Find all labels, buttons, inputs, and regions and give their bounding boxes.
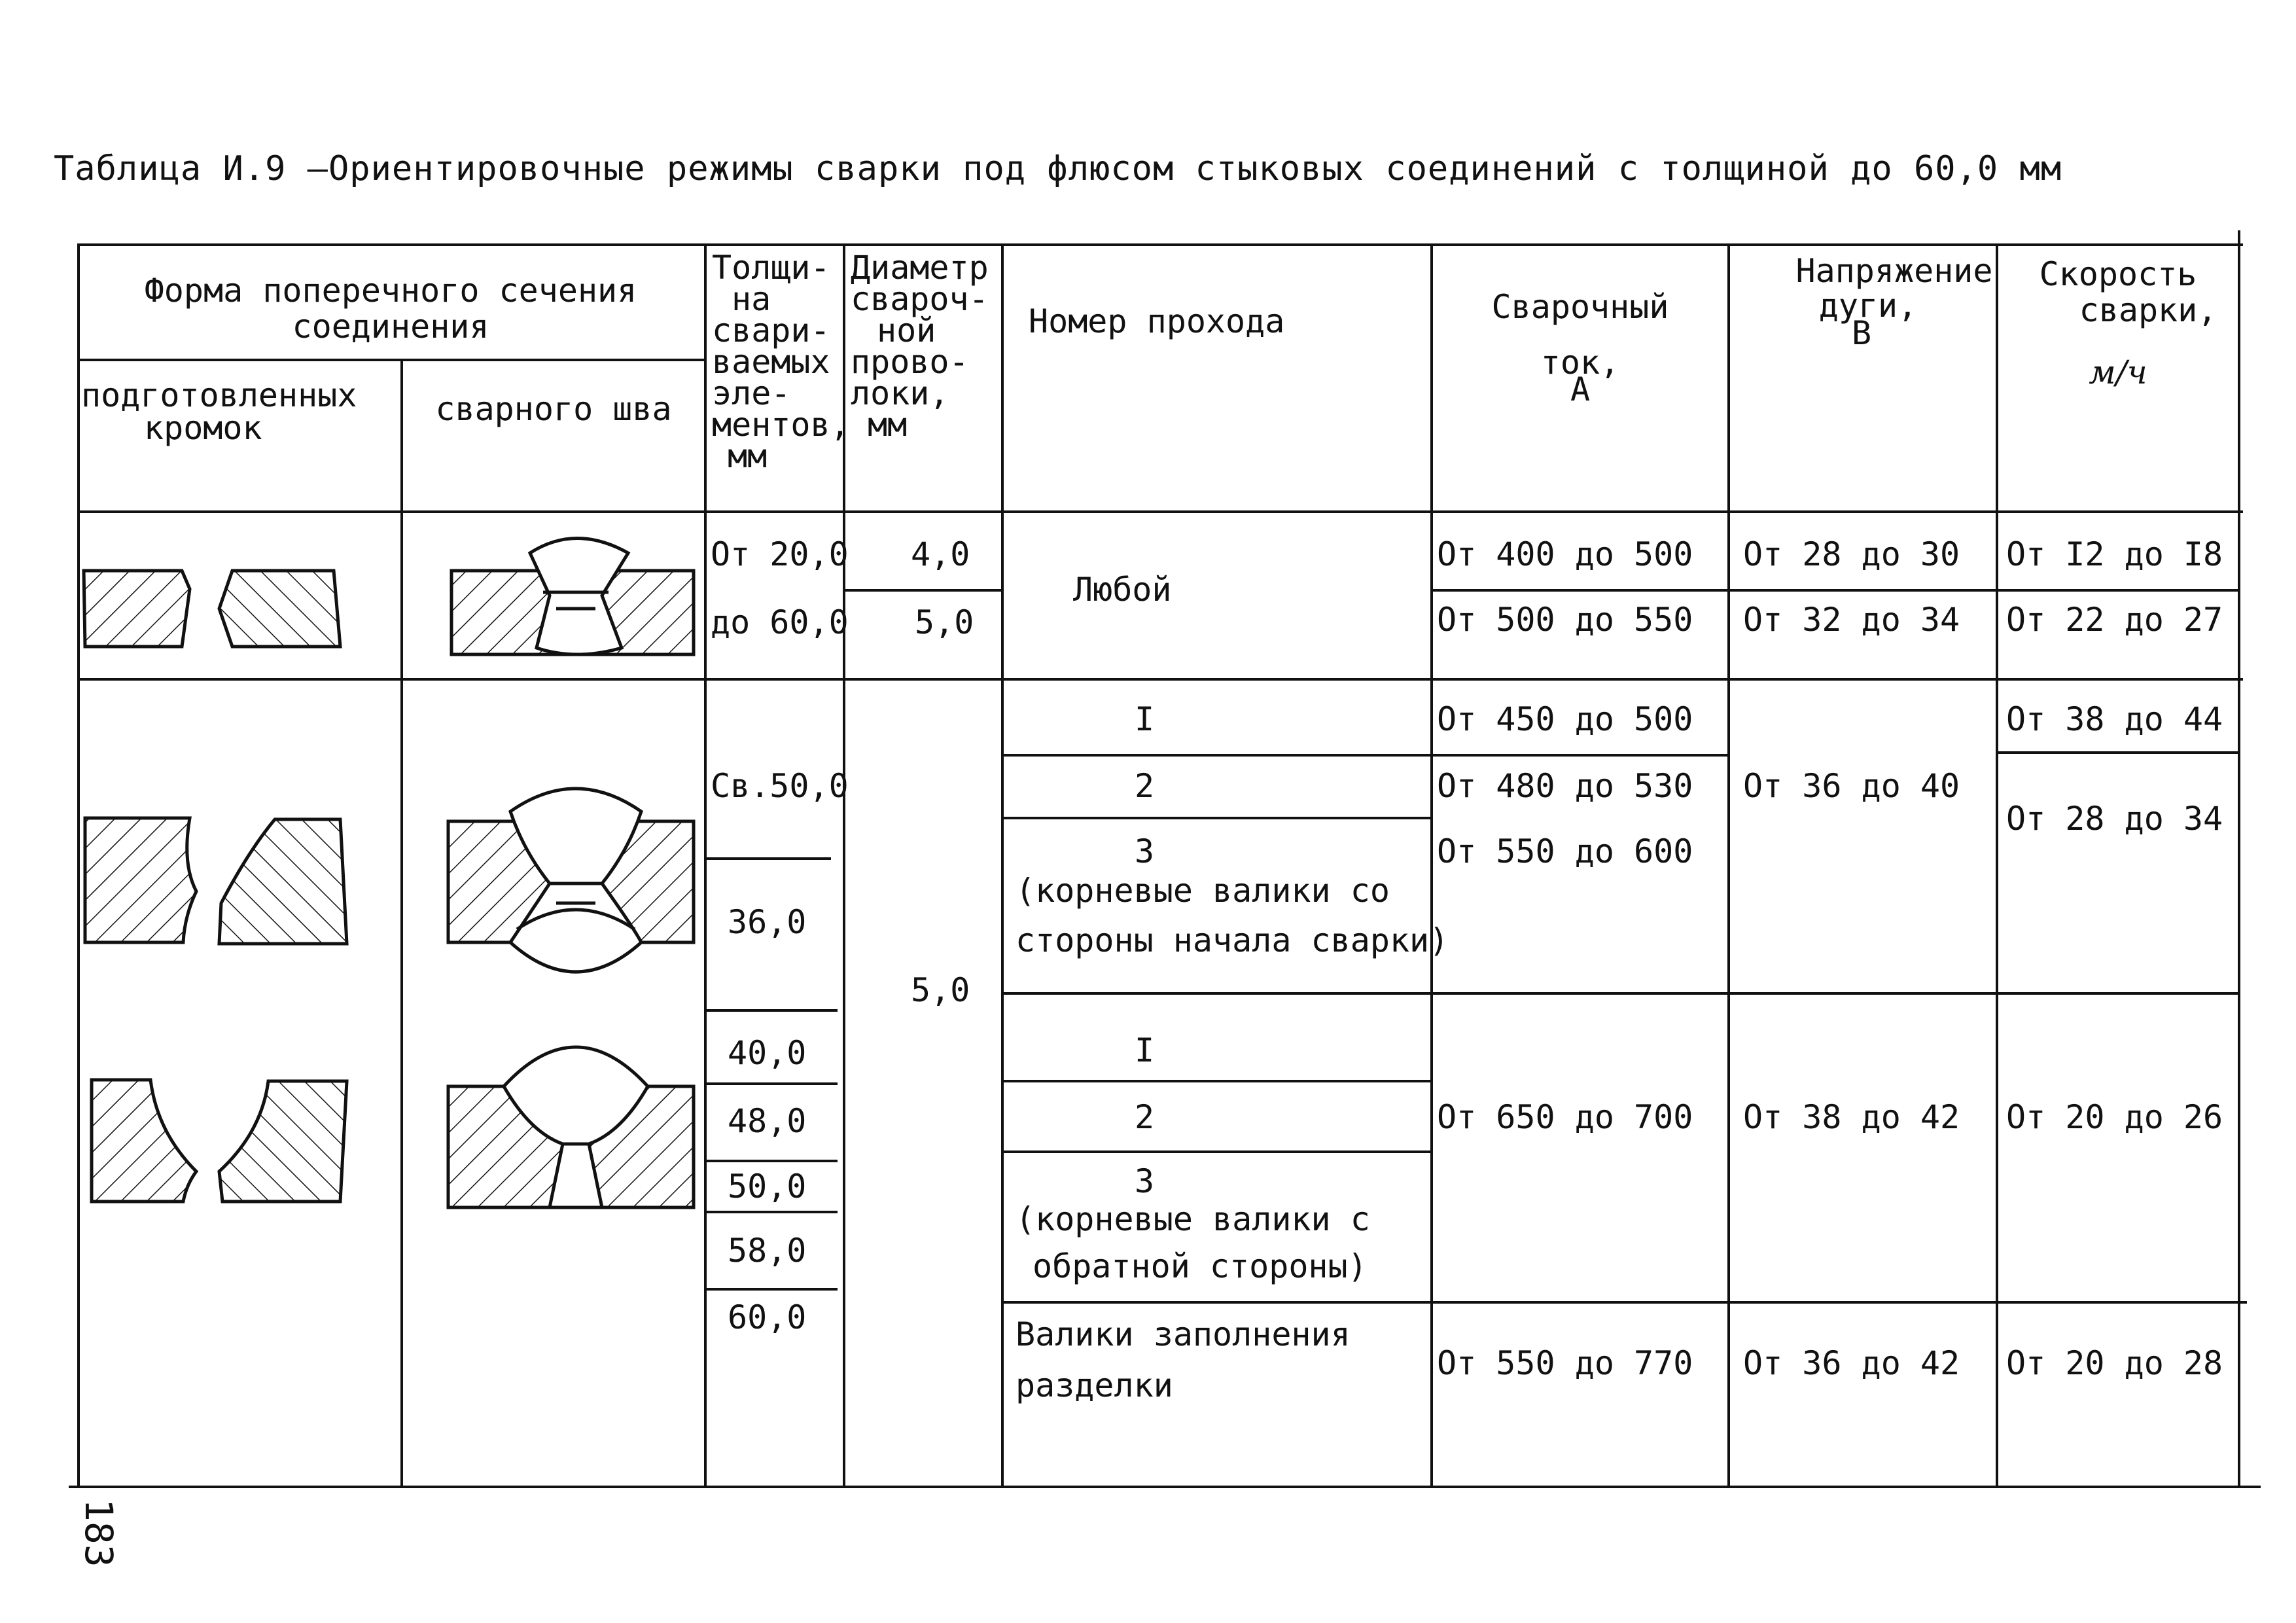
row2-wire: 5,0 — [911, 971, 970, 1009]
row2a-current-1: От 450 до 500 — [1437, 700, 1693, 738]
row2-thickness-item: 50,0 — [728, 1168, 807, 1205]
row2-thickness-item: 60,0 — [728, 1298, 807, 1336]
row2-edge-upper-right — [219, 819, 347, 944]
row2-edge-upper-left — [85, 818, 196, 942]
row1-speed-1: От I2 до I8 — [2006, 535, 2223, 573]
row2-seam-upper — [448, 789, 694, 972]
row1-seam — [451, 539, 694, 655]
row2b-voltage: От 38 до 42 — [1743, 1098, 1960, 1136]
row2-thickness-item: 40,0 — [728, 1034, 807, 1072]
row2a-pass-3-note-2: стороны начала сварки) — [1016, 921, 1449, 959]
row2a-speed-1: От 38 до 44 — [2006, 700, 2223, 738]
row2b-pass-3-note-2: обратной стороны) — [1033, 1247, 1368, 1285]
row1-pass: Любой — [1073, 571, 1172, 609]
row2-thickness-item: 36,0 — [728, 903, 807, 941]
fill-voltage: От 36 до 42 — [1743, 1344, 1960, 1382]
row1-wire-1: 4,0 — [911, 535, 970, 573]
row2a-current-3: От 550 до 600 — [1437, 832, 1693, 870]
row2b-pass-3-note-1: (корневые валики с — [1016, 1200, 1370, 1238]
header-seam: сварного шва — [435, 390, 672, 428]
row1-current-1: От 400 до 500 — [1437, 535, 1693, 573]
header-edges-line2: кромок — [144, 409, 262, 447]
row1-thickness-from: От 20,0 — [711, 535, 849, 573]
row2a-pass-2: 2 — [1135, 767, 1155, 805]
row2b-pass-1: I — [1135, 1031, 1155, 1069]
row1-current-2: От 500 до 550 — [1437, 601, 1693, 639]
row2b-speed: От 20 до 26 — [2006, 1098, 2223, 1136]
row2b-pass-3: 3 — [1135, 1162, 1155, 1200]
row1-edge-left — [84, 571, 190, 647]
table-caption: Таблица И.9 –Ориентировочные режимы сварки под флюсом стыковых соединений с толщиной до 60,0 мм — [54, 149, 2062, 188]
row2-seam-lower — [448, 1047, 694, 1207]
row1-voltage-2: От 32 до 34 — [1743, 601, 1960, 639]
fill-label-2: разделки — [1016, 1366, 1173, 1404]
row1-edge-right — [219, 571, 340, 647]
row1-voltage-1: От 28 до 30 — [1743, 535, 1960, 573]
row2a-speed-2: От 28 до 34 — [2006, 800, 2223, 838]
page-number: 183 — [77, 1499, 121, 1567]
row2b-current: От 650 до 700 — [1437, 1098, 1693, 1136]
fill-current: От 550 до 770 — [1437, 1344, 1693, 1382]
row2a-voltage: От 36 до 40 — [1743, 767, 1960, 805]
header-pass-number: Номер прохода — [1029, 302, 1285, 340]
row1-speed-2: От 22 до 27 — [2006, 601, 2223, 639]
header-shape-line2: соединения — [292, 308, 489, 346]
row1-wire-2: 5,0 — [915, 603, 974, 641]
fill-speed: От 20 до 28 — [2006, 1344, 2223, 1382]
fill-label-1: Валики заполнения — [1016, 1315, 1351, 1353]
header-edges-line1: подготовленных — [81, 376, 357, 414]
row2-thickness-top: Св.50,0 — [711, 767, 849, 805]
row2a-pass-3-note-1: (корневые валики со — [1016, 872, 1390, 910]
row2a-pass-1: I — [1135, 700, 1155, 738]
row2a-current-2: От 480 до 530 — [1437, 767, 1693, 805]
row1-thickness-to: до 60,0 — [711, 603, 849, 641]
row2-thickness-item: 48,0 — [728, 1102, 807, 1140]
row2a-pass-3: 3 — [1135, 832, 1155, 870]
row2-thickness-item: 58,0 — [728, 1232, 807, 1270]
row2-edge-lower-left — [92, 1080, 196, 1202]
header-shape-line1: Форма поперечного сечения — [144, 272, 637, 310]
row2-edge-lower-right — [219, 1081, 347, 1202]
row2b-pass-2: 2 — [1135, 1098, 1155, 1136]
